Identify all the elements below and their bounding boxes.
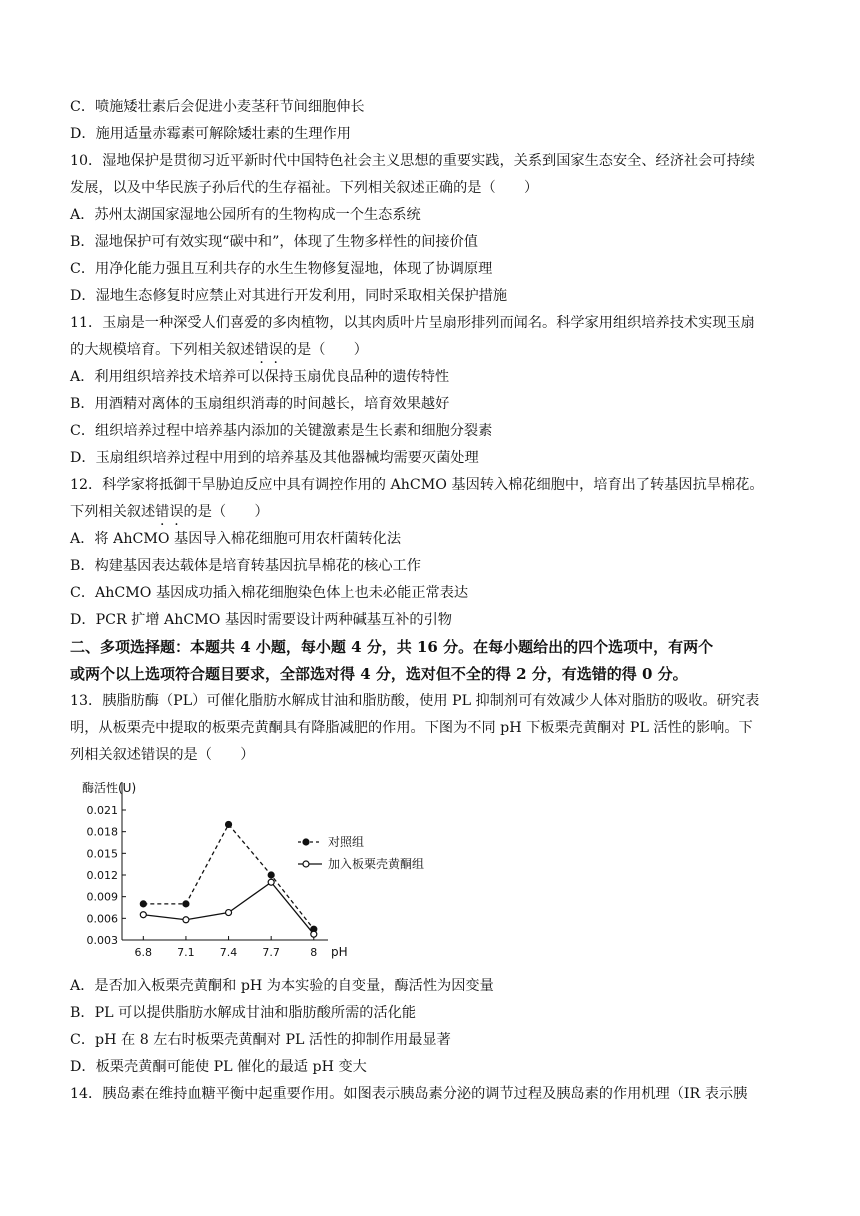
q12-stem-text: 的是（ ） (183, 504, 269, 520)
q10-option-a: A．苏州太湖国家湿地公园所有的生物构成一个生态系统 (70, 207, 421, 223)
y-tick-label: 0.015 (86, 847, 118, 861)
x-tick-label: 7.1 (177, 946, 195, 959)
y-tick-label: 0.009 (86, 890, 118, 904)
series-2-point (311, 931, 317, 937)
q9-option-d: D．施用适量赤霉素可解除矮壮素的生理作用 (70, 126, 351, 142)
x-tick-label: 7.7 (262, 946, 280, 959)
series-1-point (183, 901, 189, 907)
q14-stem-line1: 14．胰岛素在维持血糖平衡中起重要作用。如图表示胰岛素分泌的调节过程及胰岛素的作用机理（IR 表示胰 (70, 1086, 748, 1102)
q12-option-a: A．将 AhCMO 基因导入棉花细胞可用农杆菌转化法 (70, 531, 402, 547)
q13-stem-line2: 明，从板栗壳中提取的板栗壳黄酮具有降脂减肥的作用。下图为不同 pH 下板栗壳黄酮对 PL 活性的影响。下 (70, 720, 753, 736)
q13-option-d: D．板栗壳黄酮可能使 PL 催化的最适 pH 变大 (70, 1059, 367, 1075)
q13-stem-line3: 列相关叙述错误的是（ ） (70, 747, 255, 763)
q10-option-b: B．湿地保护可有效实现“碳中和”，体现了生物多样性的间接价值 (70, 234, 478, 250)
legend-marker-2 (303, 861, 309, 867)
x-tick-label: 7.4 (219, 946, 238, 959)
q10-option-c: C．用净化能力强且互利共存的水生生物修复湿地，体现了协调原理 (70, 261, 493, 277)
enzyme-activity-chart (70, 770, 450, 970)
y-tick-label: 0.006 (86, 912, 118, 926)
series-line-2 (143, 882, 313, 934)
q12-stem-line2 (70, 502, 269, 522)
section2-heading-line1: 二、多项选择题：本题共 4 小题，每小题 4 分，共 16 分。在每小题给出的四个选项中，有两个 (70, 638, 714, 656)
q11-stem-text: 的大规模培育。下列相关叙述 (70, 342, 255, 358)
y-tick-label: 0.021 (86, 804, 118, 817)
q12-option-c: C．AhCMO 基因成功插入棉花细胞染色体上也未必能正常表达 (70, 585, 469, 601)
x-tick-label: 6.8 (134, 946, 153, 959)
series-2-point (183, 917, 189, 923)
legend-marker-1 (303, 839, 309, 845)
series-2-point (226, 910, 232, 916)
q11-option-c: C．组织培养过程中培养基内添加的关键激素是生长素和细胞分裂素 (70, 423, 493, 439)
section2-heading-line2: 或两个以上选项符合题目要求，全部选对得 4 分，选对但不全的得 2 分，有选错的得 0 分。 (70, 665, 688, 683)
y-axis-title: 酶活性(U) (82, 781, 137, 795)
q11-option-d: D．玉扇组织培养过程中用到的培养基及其他器械均需要灭菌处理 (70, 450, 479, 466)
emphasis-char: 错 (254, 342, 269, 358)
series-2-point (268, 879, 274, 885)
q13-option-c: C．pH 在 8 左右时板栗壳黄酮对 PL 活性的抑制作用最显著 (70, 1032, 451, 1048)
q12-stem-line1: 12．科学家将抵御干旱胁迫反应中具有调控作用的 AhCMO 基因转入棉花细胞中，培育出了转基因抗旱棉花。 (70, 477, 764, 493)
q12-stem-text: 下列相关叙述 (70, 504, 156, 520)
emphasis-char: 误 (268, 342, 283, 358)
q12-option-b: B．构建基因表达载体是培育转基因抗旱棉花的核心工作 (70, 558, 421, 574)
q13-option-b: B．PL 可以提供脂肪水解成甘油和脂肪酸所需的活化能 (70, 1005, 417, 1021)
series-1-point (140, 901, 146, 907)
emphasis-char: 错 (155, 504, 170, 520)
series-1-point (268, 872, 274, 878)
q10-stem-line2: 发展，以及中华民族子孙后代的生存福祉。下列相关叙述正确的是（ ） (70, 180, 539, 196)
y-tick-label: 0.018 (86, 825, 118, 839)
q13-option-a: A．是否加入板栗壳黄酮和 pH 为本实验的自变量，酶活性为因变量 (70, 978, 494, 994)
q11-option-b: B．用酒精对离体的玉扇组织消毒的时间越长，培育效果越好 (70, 396, 450, 412)
series-2-point (140, 912, 146, 918)
q10-stem-line1: 10．湿地保护是贯彻习近平新时代中国特色社会主义思想的重要实践，关系到国家生态安全、经济社会可持续 (70, 153, 755, 169)
q11-stem-line2 (70, 340, 368, 360)
q13-stem-line1: 13．胰脂肪酶（PL）可催化脂肪水解成甘油和脂肪酸，使用 PL 抑制剂可有效减少人体对脂肪的吸收。研究表 (70, 693, 760, 709)
q11-stem-line1: 11．玉扇是一种深受人们喜爱的多肉植物，以其肉质叶片呈扇形排列而闻名。科学家用组织培养技术实现玉扇 (70, 315, 755, 331)
x-axis-title: pH (331, 945, 348, 959)
q11-stem-text: 的是（ ） (282, 342, 368, 358)
x-tick-label: 8 (310, 946, 318, 959)
q11-option-a: A．利用组织培养技术培养可以保持玉扇优良品种的遗传特性 (70, 369, 450, 385)
legend-label-1: 对照组 (328, 835, 365, 849)
series-1-point (226, 821, 232, 827)
q9-option-c: C．喷施矮壮素后会促进小麦茎秆节间细胞伸长 (70, 99, 365, 115)
y-tick-label: 0.003 (86, 934, 118, 947)
legend-label-2: 加入板栗壳黄酮组 (328, 857, 425, 871)
y-tick-label: 0.012 (86, 869, 118, 882)
q12-option-d: D．PCR 扩增 AhCMO 基因时需要设计两种碱基互补的引物 (70, 612, 452, 628)
emphasis-char: 误 (169, 504, 184, 520)
q10-option-d: D．湿地生态修复时应禁止对其进行开发利用，同时采取相关保护措施 (70, 288, 508, 304)
